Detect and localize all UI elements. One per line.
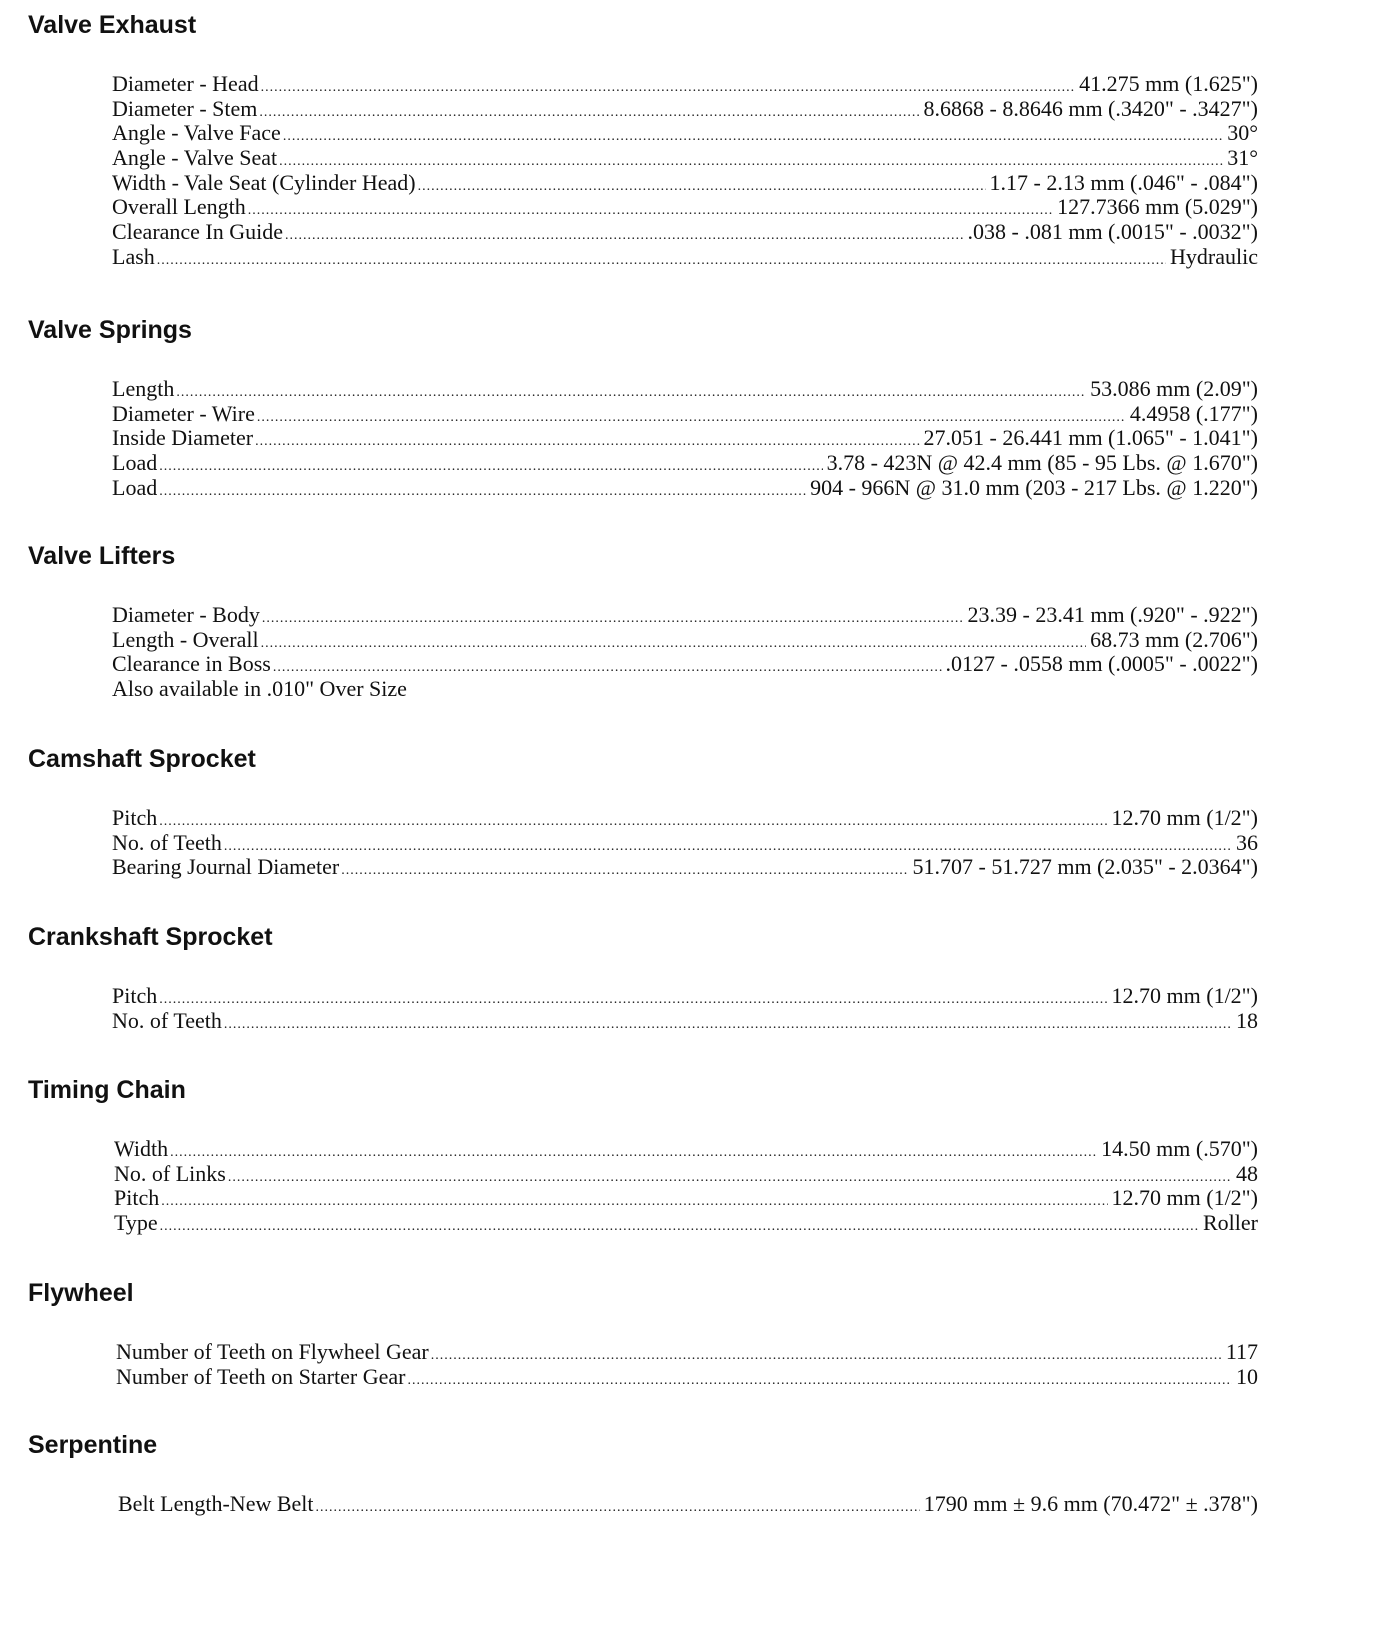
spec-row [112,628,1258,653]
spec-label: Pitch [112,983,158,1008]
dot-leader [418,175,986,200]
dot-leader [170,1141,1097,1166]
spec-value: 1790 mm ± 9.6 mm (70.472" ± .378") [923,1491,1258,1516]
section-heading: Valve Exhaust [28,11,197,39]
section-heading: Valve Springs [28,316,192,344]
spec-value: 36 [1236,829,1258,855]
dot-leader [159,988,1107,1013]
spec-value: 30° [1227,120,1258,146]
spec-row [112,831,1258,856]
spec-list [118,1492,1258,1517]
dot-leader [160,1215,1199,1240]
dot-leader [262,607,964,632]
spec-value: 117 [1225,1339,1258,1364]
spec-row [112,72,1258,97]
spec-value: 10 [1236,1363,1258,1389]
spec-label: No. of Links [114,1160,226,1186]
spec-row [112,806,1258,831]
spec-label: Width - Vale Seat (Cylinder Head) [112,169,416,195]
spec-label: Number of Teeth on Starter Gear [116,1363,406,1389]
spec-value: 68.73 mm (2.706") [1090,626,1258,652]
spec-row [118,1492,1258,1517]
spec-label: Diameter - Body [112,602,260,627]
spec-row [112,984,1258,1009]
spec-row [112,121,1258,146]
spec-label: Pitch [114,1185,160,1211]
spec-list [112,984,1258,1033]
spec-value: 53.086 mm (2.09") [1090,376,1258,401]
spec-value: 127.7366 mm (5.029") [1057,194,1258,220]
spec-label: Pitch [112,805,158,830]
spec-value: Hydraulic [1170,243,1258,269]
spec-row [114,1162,1258,1187]
spec-row [112,451,1258,476]
spec-value: 4.4958 (.177") [1129,400,1258,426]
dot-leader [285,224,963,249]
spec-row [116,1340,1258,1365]
spec-value: 8.6868 - 8.8646 mm (.3420" - .3427") [923,95,1258,121]
spec-label: Overall Length [112,194,246,220]
spec-label: Inside Diameter [112,425,254,451]
spec-label: Load [112,450,158,476]
dot-leader [259,101,919,126]
section-heading: Valve Lifters [28,542,176,570]
spec-value: 14.50 mm (.570") [1101,1136,1258,1161]
spec-list [112,806,1258,880]
spec-label: No. of Teeth [112,829,222,855]
spec-label: Also available in .010" Over Size [112,676,407,702]
spec-value: 18 [1236,1007,1258,1033]
spec-row [114,1137,1258,1162]
dot-leader [407,1369,1232,1394]
spec-label: Length [112,376,175,401]
spec-label: Clearance in Boss [112,651,271,677]
dot-leader [431,1344,1222,1369]
dot-leader [228,1166,1232,1191]
spec-value: .0127 - .0558 mm (.0005" - .0022") [945,651,1258,677]
spec-label: Angle - Valve Face [112,120,281,146]
spec-row [112,426,1258,451]
spec-value: 12.70 mm (1/2") [1111,983,1258,1008]
spec-label: No. of Teeth [112,1007,222,1033]
spec-label: Diameter - Stem [112,95,258,121]
spec-value: 41.275 mm (1.625") [1079,71,1258,96]
section-heading: Flywheel [28,1279,134,1307]
spec-label: Diameter - Head [112,71,259,96]
spec-row [114,1211,1258,1236]
spec-row [112,97,1258,122]
spec-row [112,402,1258,427]
spec-row [112,195,1258,220]
section-heading: Crankshaft Sprocket [28,923,273,951]
spec-label: Width [114,1136,169,1161]
spec-value: 51.707 - 51.727 mm (2.035" - 2.0364") [912,854,1258,880]
spec-list [116,1340,1258,1389]
dot-leader [159,480,806,505]
spec-row [112,377,1258,402]
spec-value: Roller [1203,1210,1258,1236]
spec-row [112,1009,1258,1034]
dot-leader [161,1190,1107,1215]
spec-row [112,171,1258,196]
spec-list [112,377,1258,500]
spec-row [114,1186,1258,1211]
spec-value: 3.78 - 423N @ 42.4 mm (85 - 95 Lbs. @ 1.670") [826,450,1258,476]
section-heading: Timing Chain [28,1076,186,1104]
spec-row [112,476,1258,501]
spec-row [112,855,1258,880]
spec-value: 904 - 966N @ 31.0 mm (203 - 217 Lbs. @ 1.220") [810,474,1258,500]
spec-label: Lash [112,243,155,269]
dot-leader [159,810,1107,835]
spec-list [112,603,1258,702]
spec-value: 1.17 - 2.13 mm (.046" - .084") [989,169,1258,195]
dot-leader [316,1496,920,1521]
spec-label: Diameter - Wire [112,400,255,426]
dot-leader [159,455,822,480]
spec-value: .038 - .081 mm (.0015" - .0032") [967,219,1258,245]
spec-row [116,1365,1258,1390]
dot-leader [224,1013,1232,1038]
spec-value: 23.39 - 23.41 mm (.920" - .922") [967,602,1258,627]
dot-leader [157,249,1166,274]
spec-value: 12.70 mm (1/2") [1111,1185,1258,1211]
spec-label: Length - Overall [112,626,259,652]
spec-row [112,603,1258,628]
dot-leader [341,859,908,884]
spec-value: 48 [1236,1160,1258,1186]
spec-label: Load [112,474,158,500]
spec-list [114,1137,1258,1236]
section-heading: Camshaft Sprocket [28,745,256,773]
dot-leader [255,430,919,455]
spec-value: 12.70 mm (1/2") [1111,805,1258,830]
spec-label: Clearance In Guide [112,219,284,245]
dot-leader [283,125,1223,150]
spec-label: Angle - Valve Seat [112,145,278,171]
dot-leader [176,381,1086,406]
spec-row [112,245,1258,270]
dot-leader [248,199,1053,224]
section-heading: Serpentine [28,1431,158,1459]
spec-value: 31° [1227,145,1258,171]
spec-label: Type [114,1210,158,1236]
spec-label: Belt Length-New Belt [118,1491,314,1516]
spec-value: 27.051 - 26.441 mm (1.065" - 1.041") [923,425,1258,451]
spec-list [112,72,1258,270]
spec-label: Number of Teeth on Flywheel Gear [116,1339,429,1364]
spec-row [112,652,1258,677]
spec-row [112,146,1258,171]
spec-label: Bearing Journal Diameter [112,854,340,880]
